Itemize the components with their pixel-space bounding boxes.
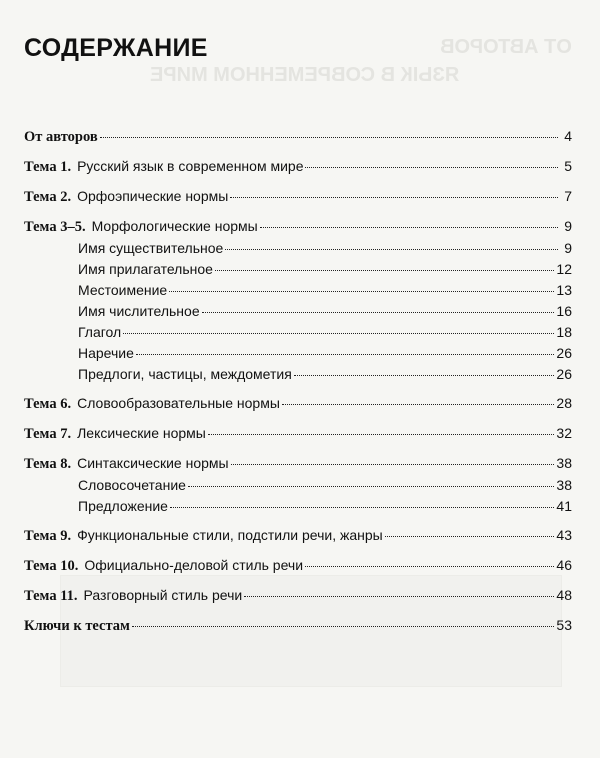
toc-leader-dots	[282, 392, 555, 405]
toc-entry-title: Морфологические нормы	[91, 218, 258, 234]
toc-subentry[interactable]	[24, 475, 572, 496]
toc-leader-dots	[244, 584, 554, 597]
toc-entry-title: Ключи к тестам	[24, 618, 130, 634]
toc-entry-title: Словосочетание	[78, 477, 186, 493]
toc-leader-dots	[188, 474, 555, 487]
toc-entry-title: От авторов	[24, 129, 98, 145]
toc-page-number: 12	[556, 261, 572, 277]
toc-subentry[interactable]	[24, 496, 572, 517]
toc-leader-dots	[170, 495, 554, 508]
toc-entry-title: Предлоги, частицы, междометия	[78, 366, 292, 382]
toc-topic-label: Тема 2.	[24, 189, 72, 205]
toc-leader-dots	[132, 614, 555, 627]
toc-entry-topic-9[interactable]	[24, 523, 572, 547]
toc-page-number: 9	[564, 218, 572, 234]
toc-topic-label: Тема 7.	[24, 426, 72, 442]
toc-leader-dots	[294, 363, 555, 376]
toc-page-number: 18	[556, 324, 572, 340]
toc-leader-dots	[123, 321, 554, 334]
toc-entry-authors[interactable]	[24, 124, 572, 148]
show-through-text: ЯЗЫК В СОВРЕМЕННОМ МИРЕ	[150, 64, 460, 86]
toc-entry-topic-11[interactable]	[24, 583, 572, 607]
toc-entry-topic-3-5[interactable]	[24, 214, 572, 238]
toc-entry-topic-2[interactable]	[24, 184, 572, 208]
toc-entry-title: Официально-деловой стиль речи	[84, 557, 304, 573]
toc-entry-title: Функциональные стили, подстили речи, жанры	[77, 527, 383, 543]
toc-leader-dots	[305, 155, 558, 168]
toc-entry-title: Словообразовательные нормы	[77, 395, 280, 411]
toc-page-number: 32	[556, 425, 572, 441]
table-of-contents	[24, 124, 572, 637]
toc-subentry[interactable]	[24, 259, 572, 280]
toc-entry-test-keys[interactable]	[24, 613, 572, 637]
toc-leader-dots	[305, 554, 554, 567]
toc-subentry[interactable]	[24, 280, 572, 301]
toc-entry-title: Разговорный стиль речи	[83, 587, 243, 603]
toc-page-number: 41	[556, 498, 572, 514]
toc-leader-dots	[385, 524, 555, 537]
toc-topic-label: Тема 6.	[24, 396, 72, 412]
page-title: СОДЕРЖАНИЕ	[24, 34, 208, 62]
toc-page-number: 48	[556, 587, 572, 603]
toc-leader-dots	[260, 215, 558, 228]
toc-page-number: 43	[556, 527, 572, 543]
toc-page-number: 38	[556, 477, 572, 493]
toc-topic-label: Тема 9.	[24, 528, 72, 544]
toc-topic-label: Тема 11.	[24, 588, 78, 604]
toc-subentry[interactable]	[24, 364, 572, 385]
toc-entry-topic-8[interactable]	[24, 451, 572, 475]
toc-topic-label: Тема 8.	[24, 456, 72, 472]
toc-page-number: 38	[556, 455, 572, 471]
show-through-text: ОТ АВТОРОВ	[440, 36, 572, 58]
toc-page-number: 7	[564, 188, 572, 204]
toc-leader-dots	[100, 125, 558, 138]
toc-page-number: 4	[564, 128, 572, 144]
toc-subentry[interactable]	[24, 343, 572, 364]
toc-page-number: 26	[556, 345, 572, 361]
toc-page-number: 16	[556, 303, 572, 319]
toc-leader-dots	[230, 185, 558, 198]
toc-subentry[interactable]	[24, 238, 572, 259]
toc-leader-dots	[208, 422, 555, 435]
toc-topic-label: Тема 10.	[24, 558, 79, 574]
toc-entry-title: Русский язык в современном мире	[77, 158, 304, 174]
toc-page-number: 5	[564, 158, 572, 174]
toc-entry-title: Имя существительное	[78, 240, 224, 256]
toc-entry-topic-6[interactable]	[24, 391, 572, 415]
toc-page-number: 53	[556, 617, 572, 633]
toc-page-number: 46	[556, 557, 572, 573]
toc-entry-topic-7[interactable]	[24, 421, 572, 445]
toc-leader-dots	[225, 237, 558, 250]
toc-page-number: 26	[556, 366, 572, 382]
toc-leader-dots	[202, 300, 555, 313]
toc-entry-title: Имя числительное	[78, 303, 200, 319]
toc-leader-dots	[136, 342, 555, 355]
toc-entry-title: Лексические нормы	[77, 425, 206, 441]
toc-topic-label: Тема 1.	[24, 159, 72, 175]
toc-topic-label: Тема 3–5.	[24, 219, 86, 235]
toc-entry-title: Местоимение	[78, 282, 168, 298]
toc-page-number: 28	[556, 395, 572, 411]
toc-entry-topic-10[interactable]	[24, 553, 572, 577]
toc-entry-title: Глагол	[78, 324, 122, 340]
toc-leader-dots	[231, 452, 555, 465]
toc-page-number: 9	[564, 240, 572, 256]
toc-subentry[interactable]	[24, 322, 572, 343]
toc-entry-title: Предложение	[78, 498, 168, 514]
toc-page-number: 13	[556, 282, 572, 298]
toc-entry-topic-1[interactable]	[24, 154, 572, 178]
toc-entry-title: Орфоэпические нормы	[77, 188, 229, 204]
toc-entry-title: Синтаксические нормы	[77, 455, 229, 471]
toc-leader-dots	[215, 258, 555, 271]
toc-entry-title: Наречие	[78, 345, 134, 361]
toc-entry-title: Имя прилагательное	[78, 261, 213, 277]
toc-leader-dots	[169, 279, 554, 292]
toc-subentry[interactable]	[24, 301, 572, 322]
